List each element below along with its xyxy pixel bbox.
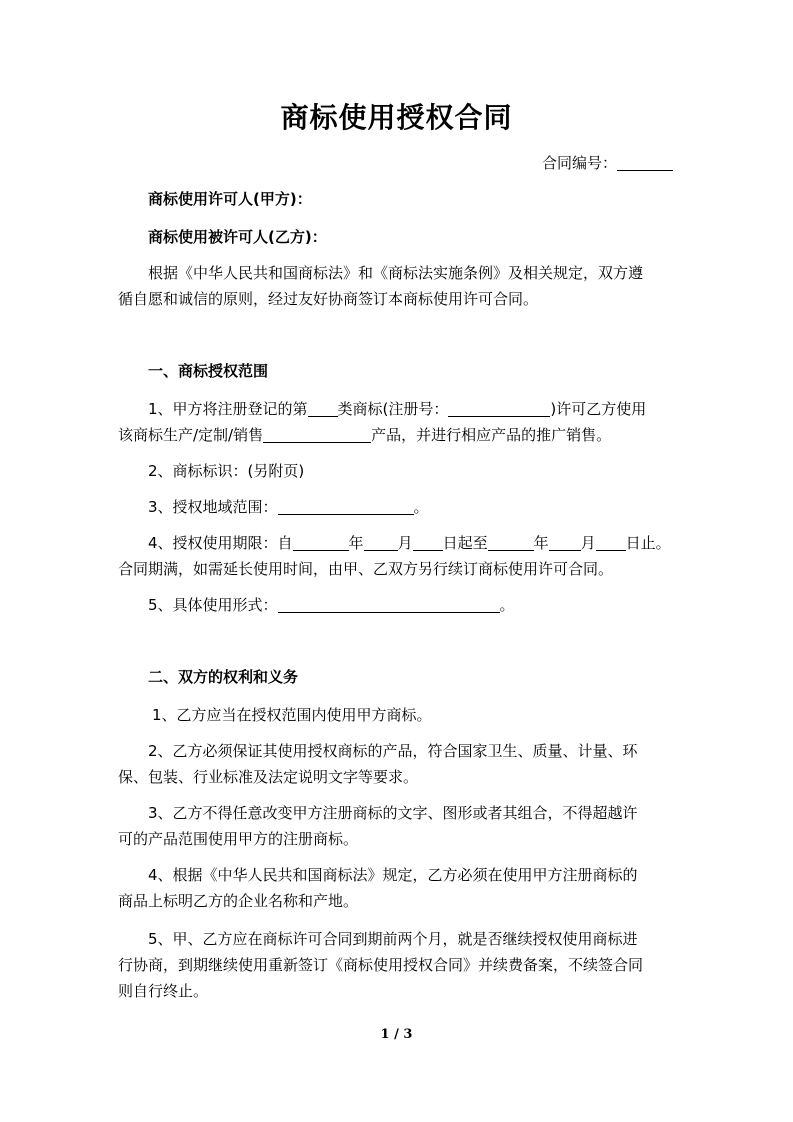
s1-item1-text-d: 该商标生产/定制/销售 — [118, 426, 264, 444]
start-day-text: 日起至 — [442, 534, 488, 552]
document-title: 商标使用授权合同 — [280, 101, 513, 134]
s1-item3 — [148, 496, 429, 517]
end-month-blank — [549, 536, 581, 551]
s1-item2: 2、商标标识：(另附页) — [148, 462, 305, 480]
start-day-blank — [413, 536, 443, 551]
s2-item3-line1: 3、乙方不得任意改变甲方注册商标的文字、图形或者其组合，不得超越许 — [148, 804, 638, 822]
contract-number-blank — [617, 156, 673, 171]
end-year-blank — [488, 536, 534, 551]
section-2-heading: 二、双方的权利和义务 — [148, 668, 299, 686]
s1-item1-line1 — [148, 398, 646, 419]
s2-item5-line3: 则自行终止。 — [118, 982, 209, 1000]
s1-item1-text-e: 产品，并进行相应产品的推广销售。 — [371, 426, 612, 444]
section-1-heading: 一、商标授权范围 — [148, 362, 269, 380]
product-blank — [263, 428, 371, 443]
s1-item5 — [148, 594, 515, 615]
registration-number-blank — [448, 402, 550, 417]
licensor-label: 商标使用许可人(甲方)： — [148, 190, 312, 208]
end-day-text: 日止。 — [625, 534, 671, 552]
s1-item5-end: 。 — [499, 596, 515, 614]
s2-item1: 1、乙方应当在授权范围内使用甲方商标。 — [152, 706, 432, 724]
start-month-unit: 月 — [397, 534, 413, 552]
s2-item3-line2: 可的产品范围使用甲方的注册商标。 — [118, 830, 359, 848]
start-year-blank — [293, 536, 349, 551]
licensee-label: 商标使用被许可人(乙方)： — [148, 228, 327, 246]
s1-item1-line2 — [118, 424, 611, 445]
s2-item5-line1: 5、甲、乙方应在商标许可合同到期前两个月，就是否继续授权使用商标进 — [148, 930, 638, 948]
usage-form-blank — [278, 598, 500, 613]
s2-item2-line2: 保、包装、行业标准及法定说明文字等要求。 — [118, 768, 419, 786]
end-day-blank — [596, 536, 626, 551]
end-year-unit: 年 — [533, 534, 549, 552]
s1-item3-end: 。 — [413, 498, 429, 516]
s2-item4-line2: 商品上标明乙方的企业名称和产地。 — [118, 892, 359, 910]
s2-item2-line1: 2、乙方必须保证其使用授权商标的产品，符合国家卫生、质量、计量、环 — [148, 742, 638, 760]
s2-item5-line2: 行协商，到期继续使用重新签订《商标使用授权合同》并续费备案，不续签合同 — [118, 956, 644, 974]
class-blank — [308, 402, 338, 417]
s1-item1-text-c: )许可乙方使用 — [550, 400, 647, 418]
end-month-unit: 月 — [580, 534, 596, 552]
s1-item4-line1 — [148, 532, 671, 553]
start-month-blank — [364, 536, 398, 551]
s1-item3-label: 3、授权地域范围： — [148, 498, 278, 516]
s1-item4-label: 4、授权使用期限：自 — [148, 534, 293, 552]
s1-item1-text-a: 1、甲方将注册登记的第 — [148, 400, 308, 418]
s1-item4-line2: 合同期满，如需延长使用时间，由甲、乙双方另行续订商标使用许可合同。 — [118, 560, 614, 578]
s1-item1-text-b: 类商标(注册号： — [337, 400, 449, 418]
s1-item5-label: 5、具体使用形式： — [148, 596, 278, 614]
contract-number-label: 合同编号： — [541, 154, 617, 172]
page-number: 1 / 3 — [380, 1027, 413, 1042]
contract-number — [542, 152, 673, 173]
intro-line-2: 循自愿和诚信的原则，经过友好协商签订本商标使用许可合同。 — [118, 290, 539, 308]
intro-line-1: 根据《中华人民共和国商标法》和《商标法实施条例》及相关规定，双方遵 — [148, 264, 644, 282]
territory-blank — [278, 500, 414, 515]
start-year-unit: 年 — [348, 534, 364, 552]
s2-item4-line1: 4、根据《中华人民共和国商标法》规定，乙方必须在使用甲方注册商标的 — [148, 866, 638, 884]
